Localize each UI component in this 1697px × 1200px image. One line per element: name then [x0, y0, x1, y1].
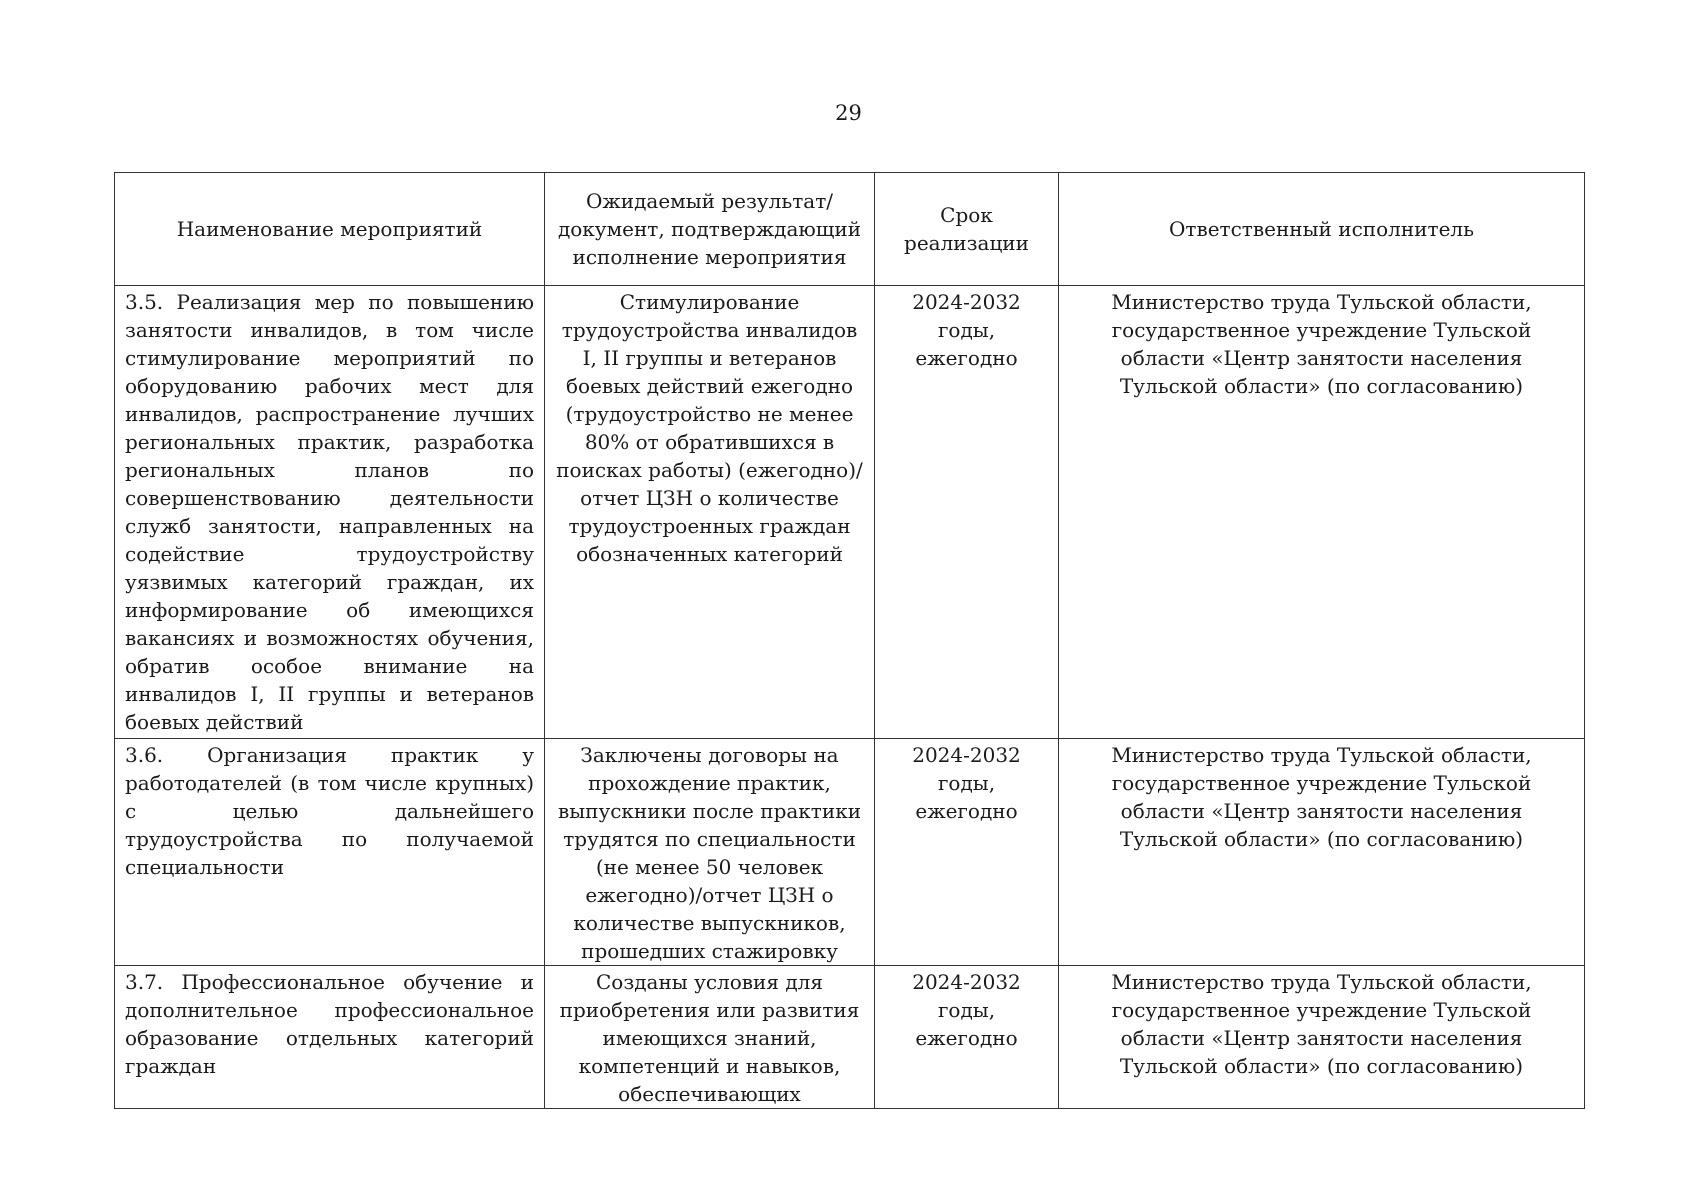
header-executor: Ответственный исполнитель [1059, 173, 1585, 286]
page-number: 29 [835, 101, 862, 125]
measure-name-cell: 3.6. Организация практик у работодателей (в том числе крупных) с целью дальнейшего трудоустройства по получаемой специальности [115, 739, 545, 966]
expected-result-cell: Заключены договоры на прохождение практик, выпускники после практики трудятся по специальности (не менее 50 человек ежегодно)/отчет ЦЗН о количестве выпускников, прошедших стажировку [545, 739, 875, 966]
header-term: Срок реализации [875, 173, 1059, 286]
table-row [115, 966, 1585, 1109]
executor-cell: Министерство труда Тульской области, государственное учреждение Тульской области «Центр занятости населения Тульской области» (по согласованию) [1059, 286, 1585, 739]
table-row [115, 286, 1585, 739]
term-cell: 2024-2032 годы, ежегодно [875, 286, 1059, 739]
expected-result-cell: Созданы условия для приобретения или развития имеющихся знаний, компетенций и навыков, обеспечивающих [545, 966, 875, 1109]
header-result: Ожидаемый результат/ документ, подтверждающий исполнение мероприятия [545, 173, 875, 286]
executor-cell: Министерство труда Тульской области, государственное учреждение Тульской области «Центр занятости населения Тульской области» (по согласованию) [1059, 966, 1585, 1109]
table-header-row [115, 173, 1585, 286]
term-cell: 2024-2032 годы, ежегодно [875, 739, 1059, 966]
executor-cell: Министерство труда Тульской области, государственное учреждение Тульской области «Центр занятости населения Тульской области» (по согласованию) [1059, 739, 1585, 966]
measure-name-cell: 3.7. Профессиональное обучение и дополнительное профессиональное образование отдельных категорий граждан [115, 966, 545, 1109]
header-name: Наименование мероприятий [115, 173, 545, 286]
measure-name-cell: 3.5. Реализация мер по повышению занятости инвалидов, в том числе стимулирование мероприятий по оборудованию рабочих мест для инвалидов, распространение лучших региональных практик, разработка региональных планов по совершенствованию деятельности служб занятости, направленных на содействие трудоустройству уязвимых категорий граждан, их информирование об имеющихся вакансиях и возможностях обучения, обратив особое внимание на инвалидов I, II группы и ветеранов боевых действий [115, 286, 545, 739]
measures-table [114, 172, 1585, 1109]
term-cell: 2024-2032 годы, ежегодно [875, 966, 1059, 1109]
expected-result-cell: Стимулирование трудоустройства инвалидов I, II группы и ветеранов боевых действий ежегодно (трудоустройство не менее 80% от обратившихся в поисках работы) (ежегодно)/отчет ЦЗН о количестве трудоустроенных граждан обозначенных категорий [545, 286, 875, 739]
table-row [115, 739, 1585, 966]
